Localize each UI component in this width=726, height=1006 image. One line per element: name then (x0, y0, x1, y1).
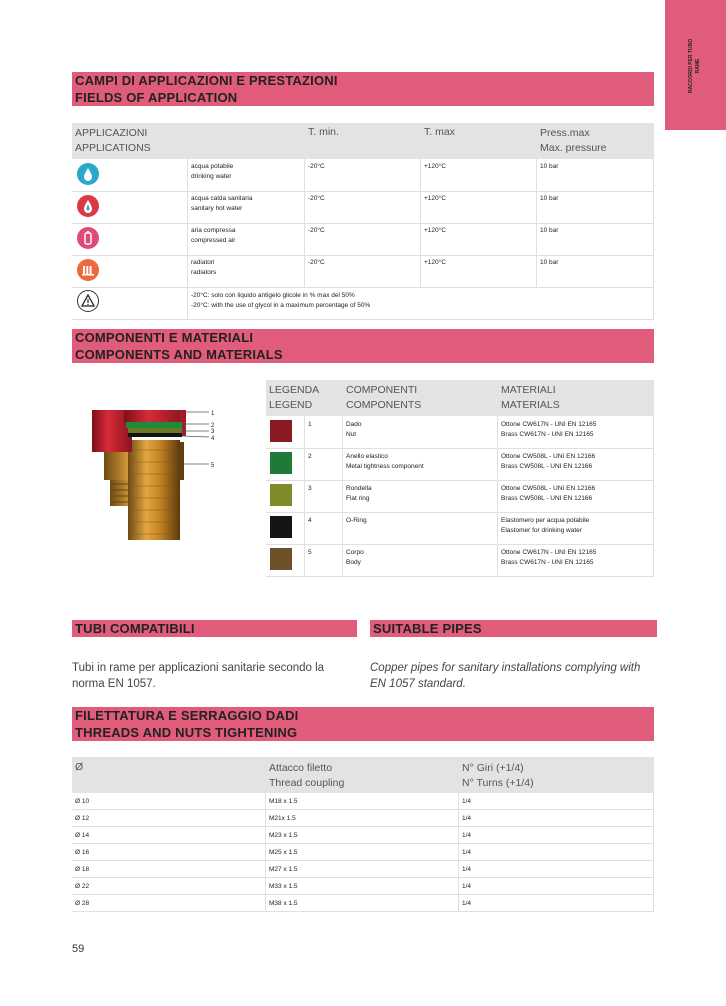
app-row-1-tmin: -20°C (308, 163, 325, 170)
thread-row-3-turns: 1/4 (462, 832, 472, 839)
callout-5: 5 (211, 463, 215, 469)
components-table-header (266, 380, 654, 416)
legend-swatch-ring (270, 452, 292, 474)
th-thread: Attacco filetto Thread coupling (269, 762, 345, 789)
comp-row-4-material: Elastomero per acqua potabile Elastomer for drinking water (501, 517, 590, 534)
title-en: FIELDS OF APPLICATION (75, 90, 238, 105)
section-compatible-pipes-title: TUBI COMPATIBILI (72, 620, 357, 637)
thread-row-6-dia: Ø 22 (75, 883, 90, 890)
comp-row-4-num: 4 (308, 517, 312, 524)
callout-2: 2 (211, 423, 215, 429)
app-row-4-tmin: -20°C (308, 259, 325, 266)
warning-icon (77, 290, 99, 312)
thread-row-4-thread: M25 x 1.5 (269, 849, 298, 856)
thread-row-1-thread: M18 x 1.5 (269, 798, 298, 805)
title-en: THREADS AND NUTS TIGHTENING (75, 725, 298, 740)
legend-swatch-body (270, 548, 292, 570)
title-it: CAMPI DI APPLICAZIONI E PRESTAZIONI (75, 73, 338, 88)
side-tab (665, 0, 726, 130)
thread-row-7-dia: Ø 28 (75, 900, 90, 907)
app-row-3-name: aria compressa compressed air (191, 227, 236, 244)
app-row-2-tmax: +120°C (424, 195, 446, 202)
comp-row-1-name: Dado Nut (346, 421, 362, 438)
app-row-4-name: radiatori radiators (191, 259, 217, 276)
th-components: COMPONENTI COMPONENTS (346, 384, 422, 411)
app-row-2-name: acqua calda sanitaria sanitary hot water (191, 195, 253, 212)
thread-row-3-dia: Ø 14 (75, 832, 90, 839)
app-row-1-press: 10 bar (540, 163, 559, 170)
comp-row-5-name: Corpo Body (346, 549, 364, 566)
radiator-icon (77, 259, 99, 281)
title-it: COMPONENTI E MATERIALI (75, 330, 254, 345)
fitting-cross-section-image (84, 400, 234, 545)
app-row-2-press: 10 bar (540, 195, 559, 202)
th-materials: MATERIALI MATERIALS (501, 384, 560, 411)
side-tab-line1: RACCORDI PER TUBO (688, 38, 694, 94)
th-pressure: Press.max Max. pressure (540, 127, 607, 154)
comp-row-1-num: 1 (308, 421, 312, 428)
thread-row-2-dia: Ø 12 (75, 815, 90, 822)
comp-row-1-material: Ottone CW617N - UNI EN 12165 Brass CW617N - UNI EN 12165 (501, 421, 597, 438)
legend-swatch-nut (270, 420, 292, 442)
legend-swatch-oring (270, 516, 292, 538)
th-turns: N° Giri (+1/4) N° Turns (+1/4) (462, 762, 534, 789)
callout-3: 3 (211, 429, 215, 435)
callout-4: 4 (211, 436, 215, 442)
th-legend: LEGENDA LEGEND (269, 384, 320, 411)
th-diameter: Ø (75, 761, 84, 773)
thread-row-6-thread: M33 x 1.5 (269, 883, 298, 890)
thread-row-4-turns: 1/4 (462, 849, 472, 856)
comp-row-3-name: Rondella Flat ring (346, 485, 372, 502)
section-threads-title (72, 707, 654, 741)
th-applications: APPLICAZIONI APPLICATIONS (75, 127, 151, 154)
app-row-3-tmax: +120°C (424, 227, 446, 234)
thread-row-7-thread: M38 x 1.5 (269, 900, 298, 907)
comp-row-5-material: Ottone CW617N - UNI EN 12165 Brass CW617N - UNI EN 12165 (501, 549, 597, 566)
app-row-2-tmin: -20°C (308, 195, 325, 202)
thread-row-2-turns: 1/4 (462, 815, 472, 822)
comp-row-3-num: 3 (308, 485, 312, 492)
thread-row-6-turns: 1/4 (462, 883, 472, 890)
app-row-4-tmax: +120°C (424, 259, 446, 266)
title-en: COMPONENTS AND MATERIALS (75, 347, 283, 362)
thread-row-5-dia: Ø 18 (75, 866, 90, 873)
comp-row-5-num: 5 (308, 549, 312, 556)
pipes-text-en: Copper pipes for sanitary installations complying with EN 1057 standard. (370, 662, 641, 690)
legend-swatch-flat-ring (270, 484, 292, 506)
thread-row-1-turns: 1/4 (462, 798, 472, 805)
compressed-air-icon (77, 227, 99, 249)
comp-row-2-material: Ottone CW508L - UNI EN 12166 Brass CW508L - UNI EN 12166 (501, 453, 596, 470)
section-components-title (72, 329, 654, 363)
th-tmax: T. max (424, 126, 455, 138)
pipes-text-it: Tubi in rame per applicazioni sanitarie secondo la norma EN 1057. (72, 662, 325, 690)
comp-row-2-num: 2 (308, 453, 312, 460)
drinking-water-icon (77, 163, 99, 185)
thread-row-2-thread: M21x 1.5 (269, 815, 296, 822)
app-row-3-tmin: -20°C (308, 227, 325, 234)
page-number: 59 (72, 943, 85, 955)
glycol-note: -20°C: solo con liquido antigelo glicole in % max del 50% -20°C: with the use of glycol in a maximum percentage of 50% (191, 292, 371, 309)
comp-row-4-name: O-Ring (346, 517, 367, 524)
title-it: FILETTATURA E SERRAGGIO DADI (75, 708, 299, 723)
thread-row-1-dia: Ø 10 (75, 798, 90, 805)
th-tmin: T. min. (308, 126, 339, 138)
comp-row-3-material: Ottone CW508L - UNI EN 12166 Brass CW508L - UNI EN 12166 (501, 485, 596, 502)
side-tab-line2: RAME (695, 58, 701, 74)
app-row-1-name: acqua potabile drinking water (191, 163, 234, 180)
app-row-4-press: 10 bar (540, 259, 559, 266)
thread-row-5-turns: 1/4 (462, 866, 472, 873)
thread-row-3-thread: M23 x 1.5 (269, 832, 298, 839)
thread-row-5-thread: M27 x 1.5 (269, 866, 298, 873)
section-applications-title (72, 72, 654, 106)
callout-1: 1 (211, 411, 215, 417)
thread-row-7-turns: 1/4 (462, 900, 472, 907)
section-suitable-pipes-title: SUITABLE PIPES (370, 620, 657, 637)
app-row-1-tmax: +120°C (424, 163, 446, 170)
thread-row-4-dia: Ø 16 (75, 849, 90, 856)
app-row-3-press: 10 bar (540, 227, 559, 234)
hot-water-icon (77, 195, 99, 217)
comp-row-2-name: Anello elastico Metal tightness component (346, 453, 424, 470)
threads-table-header (72, 757, 654, 793)
